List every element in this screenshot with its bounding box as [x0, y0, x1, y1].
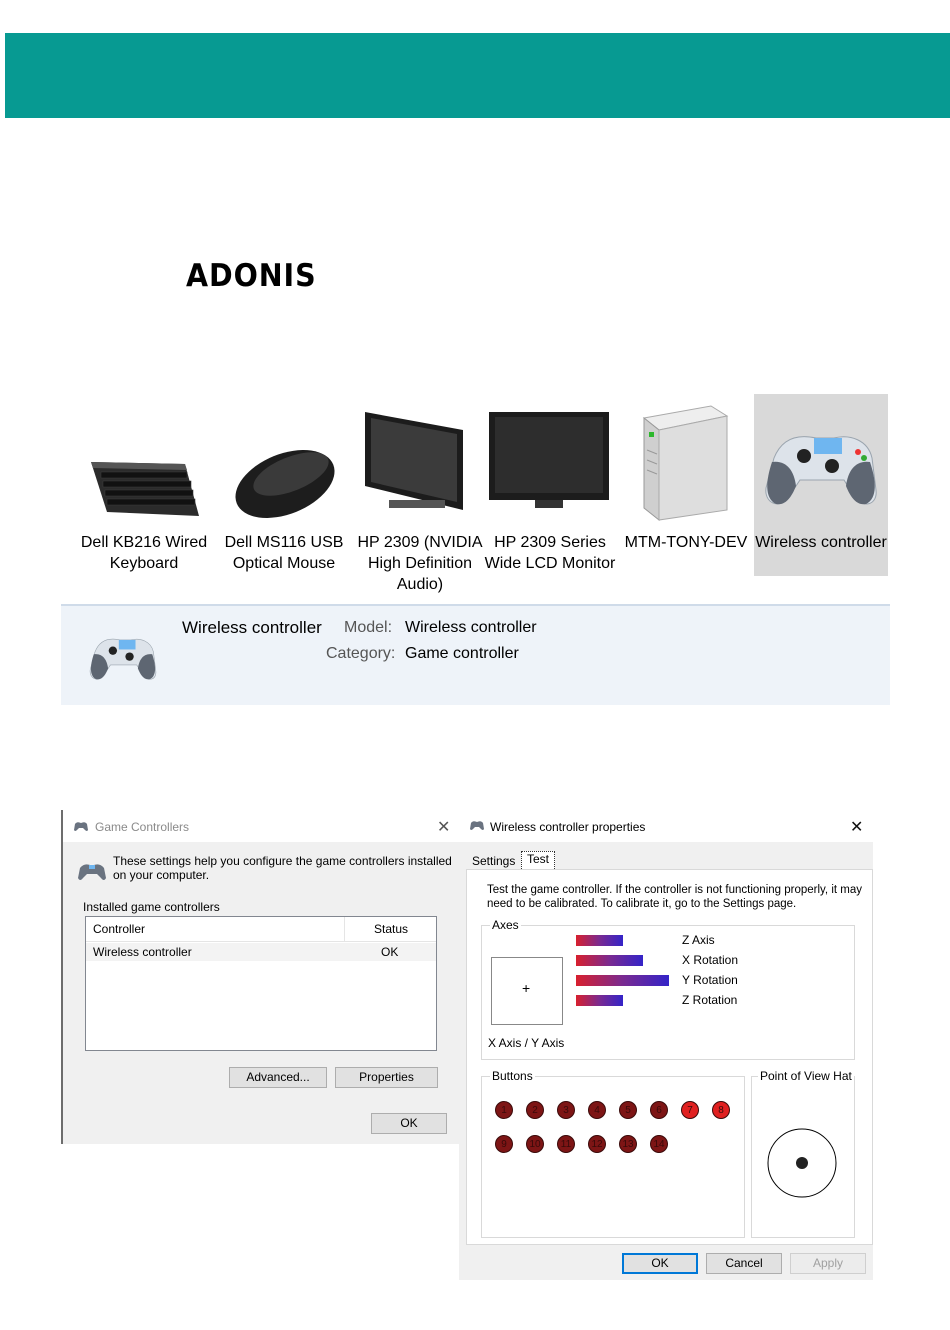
tab-test[interactable]: Test [521, 851, 555, 869]
axis-bar [576, 935, 623, 946]
installed-controllers-group [77, 900, 439, 1054]
close-icon[interactable]: ✕ [437, 819, 451, 836]
xy-axis-label: X Axis / Y Axis [488, 1036, 565, 1050]
button-indicator: 11 [557, 1135, 575, 1153]
button-indicator: 10 [526, 1135, 544, 1153]
dialog-title: Wireless controller properties [490, 820, 646, 834]
pov-caption: Point of View Hat [760, 1069, 852, 1083]
device-label: MTM-TONY-DEV [624, 534, 748, 551]
dialog-title: Game Controllers [95, 820, 190, 834]
button-indicator: 4 [588, 1101, 606, 1119]
intro-line-1: Test the game controller. If the controller is not functioning properly, it may [487, 884, 862, 896]
axis-label: Z Axis [682, 933, 715, 947]
advanced-button[interactable]: Advanced... [229, 1067, 327, 1088]
group-caption: Installed game controllers [83, 900, 220, 914]
test-tab-page [466, 869, 873, 1245]
apply-button[interactable]: Apply [790, 1253, 866, 1274]
header-banner [5, 33, 950, 118]
dialog-titlebar [459, 810, 873, 842]
gamepad-icon [754, 400, 888, 522]
device-label: Dell KB216 Wired Keyboard [80, 534, 208, 572]
button-indicator: 7 [681, 1101, 699, 1119]
device-wireless-controller[interactable] [754, 394, 888, 576]
device-mouse[interactable] [217, 394, 351, 576]
axis-label: Z Rotation [682, 993, 738, 1007]
button-indicator: 14 [650, 1135, 668, 1153]
close-icon[interactable]: ✕ [850, 819, 864, 836]
devices-list [77, 394, 889, 606]
button-indicator: 12 [588, 1135, 606, 1153]
device-keyboard[interactable] [77, 394, 211, 576]
xy-axis-box [491, 957, 563, 1025]
pov-hat-group [751, 1069, 855, 1238]
controllers-listview[interactable] [85, 916, 437, 1051]
axis-bar [576, 955, 643, 966]
gamepad-icon [73, 821, 89, 832]
axis-label: X Rotation [682, 953, 739, 967]
gamepad-icon [77, 862, 107, 882]
button-indicator: 5 [619, 1101, 637, 1119]
model-value: Wireless controller [405, 619, 537, 636]
device-label: Wireless controller [755, 534, 887, 551]
category-label: Category: [326, 645, 396, 662]
button-indicator: 8 [712, 1101, 730, 1119]
gamepad-icon [83, 628, 163, 690]
crosshair-icon: + [522, 980, 531, 996]
dialog-titlebar [63, 810, 460, 842]
buttons-caption: Buttons [492, 1069, 533, 1083]
model-label: Model: [344, 619, 393, 636]
detail-device-name: Wireless controller [182, 618, 322, 637]
device-audio[interactable] [353, 394, 487, 593]
device-label: Dell MS116 USB Optical Mouse [224, 534, 344, 572]
button-indicator: 1 [495, 1101, 513, 1119]
pov-hat-indicator [765, 1126, 839, 1200]
device-details-pane [61, 604, 890, 705]
controller-properties-dialog [459, 810, 873, 1280]
button-indicator: 2 [526, 1101, 544, 1119]
row-status: OK [381, 945, 399, 959]
device-label: HP 2309 (NVIDIA High Definition Audio) [357, 534, 483, 593]
table-row[interactable] [86, 943, 436, 961]
axis-bar [576, 995, 623, 1006]
computer-tower-icon [619, 400, 753, 522]
gamepad-icon [469, 820, 485, 831]
device-label: HP 2309 Series Wide LCD Monitor [484, 534, 616, 572]
list-header [86, 917, 436, 942]
intro-line-2: need to be calibrated. To calibrate it, go to the Settings page. [487, 898, 797, 910]
cancel-button[interactable]: Cancel [706, 1253, 782, 1274]
device-monitor[interactable] [483, 394, 617, 576]
game-controllers-dialog [61, 810, 460, 1144]
axis-bar [576, 975, 669, 986]
category-value: Game controller [405, 645, 519, 662]
button-indicator: 6 [650, 1101, 668, 1119]
axis-label: Y Rotation [682, 973, 738, 987]
intro-text: These settings help you configure the game controllers installed on your computer. [113, 854, 452, 882]
monitor-icon [353, 400, 487, 522]
mouse-icon [217, 400, 351, 522]
buttons-group [481, 1069, 745, 1238]
monitor-icon [483, 400, 617, 522]
button-indicator: 9 [495, 1135, 513, 1153]
adonis-logo: ADONIS [186, 258, 317, 294]
button-indicator: 3 [557, 1101, 575, 1119]
axes-group [481, 918, 855, 1060]
button-indicator: 13 [619, 1135, 637, 1153]
ok-button[interactable]: OK [622, 1253, 698, 1274]
keyboard-icon [77, 400, 211, 522]
axes-caption: Axes [492, 918, 519, 932]
properties-button[interactable]: Properties [335, 1067, 438, 1088]
device-computer[interactable] [619, 394, 753, 576]
row-controller: Wireless controller [93, 945, 192, 959]
tab-settings[interactable]: Settings [472, 854, 516, 868]
column-status[interactable]: Status [374, 922, 409, 936]
column-controller[interactable]: Controller [93, 922, 146, 936]
ok-button[interactable]: OK [371, 1113, 447, 1134]
